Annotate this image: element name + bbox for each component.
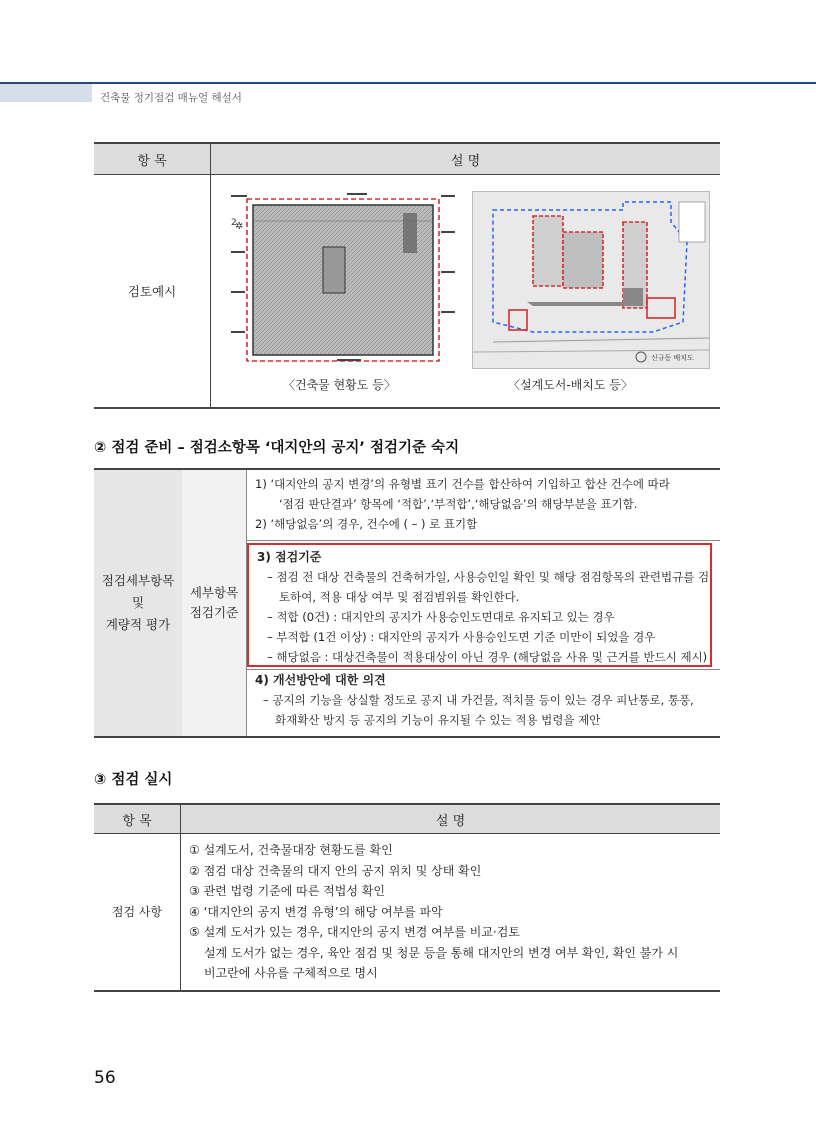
running-header: 건축물 정기점검 매뉴얼 해설서 (100, 92, 242, 104)
site-plan-drawing (472, 191, 710, 369)
criteria-text: – 해당없음 : 대상건축물이 적용대상이 아닌 경우 (해당없음 사유 및 근거를 반드시 제시) (267, 650, 708, 664)
building-status-drawing (227, 191, 459, 367)
page-number: 56 (94, 1068, 116, 1088)
col1-line: 계량적 평가 (105, 617, 171, 632)
inspection-table (94, 803, 720, 992)
criteria-text: – 공지의 기능을 상실할 정도로 공지 내 가건물, 적치물 등이 있는 경우 피난통로, 통풍, (263, 693, 694, 707)
table-header-item: 항 목 (94, 143, 211, 175)
criteria-table (94, 468, 720, 738)
site-plan-label: 신규동 배치도 (651, 354, 694, 362)
criteria-block-standard (247, 543, 712, 667)
caption-building-status: 〈건축물 현황도 등〉 (283, 378, 396, 392)
caption-site-plan: 〈설계도서-배치도 등〉 (508, 378, 633, 392)
list-item: ① 설계도서, 건축물대장 현황도를 확인 (189, 843, 393, 857)
section-title-execution: ③ 점검 실시 (94, 772, 173, 788)
col1-line: 및 (131, 595, 145, 610)
criteria-text: 2) ‘해당없음’의 경우, 건수에 ( – ) 로 표기함 (255, 517, 478, 531)
list-item: ③ 관련 법령 기준에 따른 적법성 확인 (189, 884, 385, 898)
col2-line: 세부항목 (189, 585, 239, 600)
criteria-text: – 부적합 (1건 이상) : 대지안의 공지가 사용승인도면 기준 미만이 되었을 경우 (267, 630, 656, 644)
header-rule (0, 82, 816, 84)
table-header-description: 설 명 (211, 143, 721, 175)
criteria-block-improvement (247, 670, 720, 730)
row-label-review-example: 검토예시 (94, 175, 211, 409)
table-header-description: 설 명 (435, 813, 466, 829)
criteria-text: 화재확산 방지 등 공지의 기능이 유지될 수 있는 적용 법령을 제안 (275, 713, 601, 727)
inspection-table-header (94, 803, 720, 834)
criteria-heading: 3) 점검기준 (257, 550, 322, 564)
section-title-preparation: ② 점검 준비 – 점검소항목 ‘대지안의 공지’ 점검기준 숙지 (94, 440, 460, 456)
criteria-text: – 적합 (0건) : 대지안의 공지가 사용승인도면대로 유지되고 있는 경우 (267, 610, 615, 624)
list-item: 설계 도서가 없는 경우, 육안 점검 및 청문 등을 통해 대지안의 변경 여부 확인, 확인 불가 시 (204, 945, 679, 960)
criteria-col-subitem (182, 470, 247, 736)
list-item: 비고란에 사유를 구체적으로 명시 (204, 966, 378, 980)
header-accent-block (0, 84, 92, 102)
svg-text:2: 2 (231, 218, 237, 228)
col1-line: 점검세부항목 (101, 573, 175, 588)
list-item: ⑤ 설계 도서가 있는 경우, 대지안의 공지 변경 여부를 비교·검토 (189, 925, 520, 939)
criteria-block-1 (247, 474, 720, 534)
criteria-text: – 점검 전 대상 건축물의 건축허가일, 사용승인일 확인 및 해당 점검항목의 관련법규를 검 (267, 570, 710, 584)
criteria-text: 토하여, 적용 대상 여부 및 점검범위를 확인한다. (279, 590, 520, 604)
row-label-inspection: 점검 사항 (94, 834, 181, 990)
inspection-items (181, 834, 684, 990)
example-table (94, 142, 720, 409)
col2-line: 점검기준 (189, 605, 239, 620)
inspection-table-body (94, 834, 720, 990)
list-item: ② 점검 대상 건축물의 대지 안의 공지 위치 및 상태 확인 (189, 863, 482, 878)
figure-cell (211, 175, 721, 409)
criteria-text: ‘점검 판단결과’ 항목에 ‘적합’,‘부적합’,‘해당없음’의 해당부분을 표기함. (279, 497, 638, 511)
criteria-col-detail-item (94, 470, 183, 736)
list-item: ④ ‘대지안의 공지 변경 유형’의 해당 여부를 파악 (189, 904, 443, 919)
criteria-content (247, 470, 720, 736)
criteria-text: 1) ‘대지안의 공지 변경’의 유형별 표기 건수를 합산하여 기입하고 합산 건수에 따라 (255, 477, 670, 491)
criteria-heading: 4) 개선방안에 대한 의견 (255, 673, 386, 687)
svg-text:✲: ✲ (235, 221, 244, 232)
table-header-item: 항 목 (94, 805, 181, 833)
